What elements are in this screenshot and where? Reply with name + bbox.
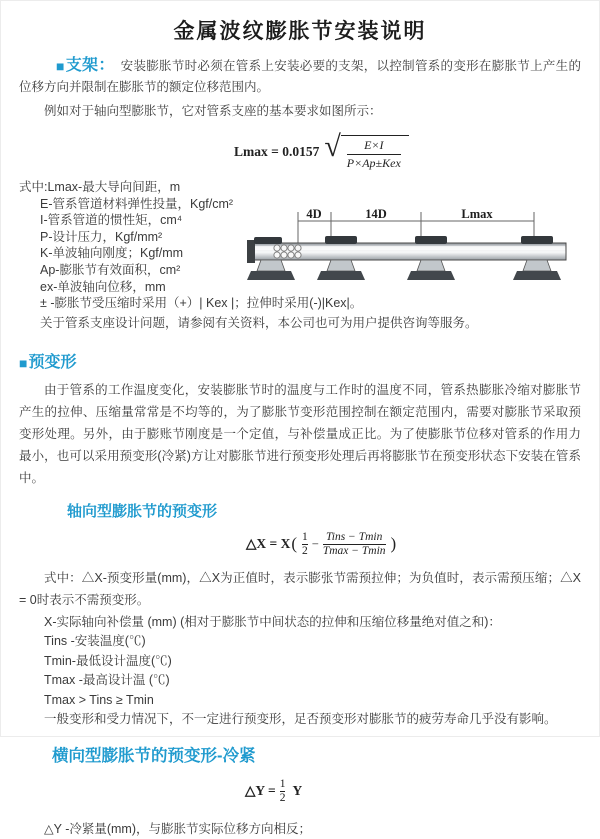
fraction-denominator: 2: [302, 544, 308, 557]
definition-line: Tmax -最高设计温 (℃): [44, 673, 170, 688]
support-intro-paragraph: [19, 55, 581, 98]
axial-formula: [246, 531, 581, 558]
pipe: [247, 240, 566, 263]
blue-square-icon: ■: [56, 58, 65, 74]
sqrt-sign: √: [324, 130, 341, 163]
dimension-label-lmax: Lmax: [461, 207, 493, 221]
close-paren: ): [390, 534, 397, 554]
axial-explain-paragraph: 式中：△X-预变形量(mm)，△X为正值时，表示膨张节需预拉伸；为负值时，表示需预压缩；△X = 0时表示不需预变形。: [19, 570, 581, 607]
one-half-fraction: [280, 778, 286, 805]
section-header-support: 支架：: [65, 57, 115, 74]
support-example-line: 例如对于轴向型膨胀节，它对管系支座的基本要求如图所示：: [44, 104, 382, 118]
definition-item: E-管系管道材料弹性投量，Kgf/cm²: [40, 196, 234, 211]
dimension-label-14d: 14D: [365, 207, 387, 221]
definition-item: K-单波轴向刚度；Kgf/mm: [40, 246, 184, 261]
formula-lhs: △Y =: [245, 783, 276, 799]
subtitle-axial-predeform: 轴向型膨胀节的预变形: [67, 502, 218, 520]
section-header-predeform-row: [19, 349, 581, 372]
definitions-and-diagram: [19, 179, 581, 312]
fraction-denominator: 2: [279, 791, 286, 804]
axial-definition-lines: [19, 613, 581, 730]
lateral-definition-line: △Y -冷紧量(mm)，与膨胀节实际位移方向相反；: [44, 821, 312, 836]
definition-item: ex-单波轴向位移，mm: [40, 279, 166, 294]
definition-item: I-管系管道的惯性矩，cm⁴: [40, 213, 183, 228]
blue-square-icon: ■: [19, 354, 28, 371]
definition-item: 式中:Lmax-最大导向间距，m: [19, 180, 181, 194]
fraction-numerator: 1: [279, 777, 286, 790]
fraction-denominator: Tmax − Tmin: [322, 544, 386, 557]
support-closing-line: 关于管系支座设计问题，请参阅有关资料，本公司也可为用户提供咨询等服务。: [40, 315, 478, 330]
radical: [324, 132, 408, 171]
pipe-end-cap: [247, 240, 255, 263]
one-half-fraction: [302, 531, 308, 558]
definition-line: X-实际轴向补偿量 (mm) (相对于膨胀节中间状态的拉伸和压缩位移量绝对值之和)：: [44, 614, 501, 629]
predeform-paragraph: 由于管系的工作温度变化，安装膨胀节时的温度与工作时的温度不同，管系热膨胀冷缩对膨胀节产生的拉伸、压缩量常常是不均等的，为了膨胀节变形范围控制在额定范围内，需要对膨胀节采取预变形处理。另外，由于膨账节刚度是一个定值，与补偿量成正比。为了使膨胀节位移对管系的作用力最小，也可以采用预变形(冷紧)方让对膨胀节进行预变形处理后再将膨胀节在预变形状态下安装在管系中。: [19, 382, 581, 485]
lateral-formula: [245, 778, 581, 805]
formula-lhs: Lmax = 0.0157: [234, 143, 320, 159]
dimension-label-4d: 4D: [306, 207, 322, 221]
lmax-formula: [234, 132, 581, 171]
formula-denominator: P×Ap±Kex: [346, 156, 401, 170]
support-intro-text: 安装膨胀节时必须在管系上安装必要的支架，以控制管系的变形在膨胀节上产生的位移方向并限制在膨胀节的额定位移范围内。: [19, 59, 581, 94]
sqrt-fraction: [341, 135, 409, 171]
definition-item: ± -膨胀节受压缩时采用（+）| Kex |；拉伸时采用(-)|Kex|。: [40, 296, 363, 311]
formula-rhs: Y: [292, 783, 303, 799]
pipe-support-diagram: [246, 207, 591, 301]
definition-item: Ap-膨胀节有效面积，cm²: [40, 262, 181, 277]
fraction-numerator: Tins − Tmin: [326, 530, 383, 543]
definition-line: Tmin-最低设计温度(℃): [44, 653, 172, 668]
minus-sign: −: [311, 536, 319, 551]
subtitle-lateral-predeform: 横向型膨胀节的预变形-冷紧: [52, 746, 256, 765]
page-title: 金属波纹膨胀节安装说明: [173, 20, 427, 43]
definition-line: 一般变形和受力情况下，不一定进行预变形，足否预变形对膨胀节的疲劳寿命几乎没有影响。: [44, 712, 557, 727]
definition-line: Tmax > Tins ≥ Tmin: [44, 692, 154, 707]
definition-item: P-设计压力，Kgf/mm²: [40, 229, 163, 244]
temperature-fraction: [323, 531, 386, 558]
definition-line: Tins -安装温度(℃): [44, 634, 146, 649]
open-paren: (: [291, 534, 297, 554]
formula-lhs: △X = X: [246, 536, 291, 552]
formula-numerator: E×I: [364, 138, 384, 152]
section-header-predeform: 预变形: [28, 353, 77, 371]
fraction-numerator: 1: [302, 530, 308, 543]
